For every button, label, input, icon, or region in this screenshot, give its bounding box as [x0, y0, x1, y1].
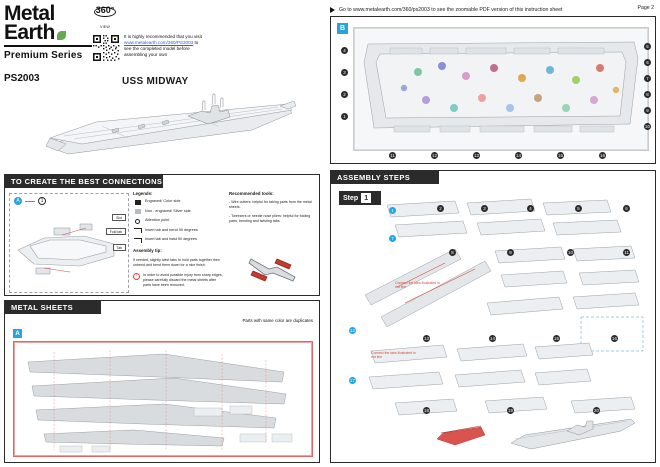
metal-sheet-b-diagram: [353, 27, 649, 151]
assembly-aid-heading: Assembly tip:: [133, 248, 162, 254]
twist-90-icon: [133, 237, 142, 243]
qr-code-icon: [92, 34, 120, 62]
sheet-b-ref: 12: [432, 153, 437, 158]
assembly-aid-text: If needed, slightly twist tabs to hold parts together then unbend and bend them down for a nice finish.: [133, 257, 220, 267]
step-ref-badge: 9: [507, 249, 514, 256]
legend-item-label: Insert tab and twist 90 degrees: [145, 237, 197, 242]
sheet-b-ref: 10: [645, 124, 650, 129]
silver-square-icon: [133, 209, 142, 215]
step-ref-badge: 2: [437, 205, 444, 212]
sheet-b-ref: 16: [600, 153, 605, 158]
step-ref-badge: 18: [424, 408, 429, 413]
zoomable-pdf-note: [330, 4, 656, 16]
panel-metal-sheets: [4, 300, 320, 463]
panel-assembly-steps: [330, 170, 656, 463]
sheet-tag-b: B: [337, 23, 348, 34]
step-ref-badge: 17: [350, 378, 355, 383]
sheet-b-ref: 15: [558, 153, 563, 158]
legend-item-label: Non - engraved/ Silver side: [145, 208, 191, 213]
panel-connections: [4, 174, 320, 296]
badge-360-sub: VIEW: [100, 25, 110, 29]
tool-text: - Wire cutters: helpful for taking parts from the metal sheets.: [229, 200, 312, 210]
step-ref-badge: 7: [389, 235, 396, 242]
step-ref-badge: 13: [424, 336, 429, 341]
label-tab: Tab: [113, 244, 126, 251]
step-ref-badge: 3: [481, 205, 488, 212]
callout-connect-tabs-2: Connect the tabs illustrated in red line: [371, 351, 416, 360]
brand-name-line1: Metal: [4, 2, 55, 25]
sheet-b-ref: 11: [390, 153, 395, 158]
step-ref-badge: 12: [350, 328, 355, 333]
left-column: [4, 4, 320, 463]
qr-blurb: [124, 34, 202, 58]
leaf-icon: [57, 31, 66, 40]
badge-360-text: 360°: [95, 5, 115, 15]
caution-text: In order to avoid possible injury from sharp edges, please carefully discard the metal sheets after parts have been removed.: [143, 272, 223, 287]
step-ref-badge: 4: [527, 205, 534, 212]
right-column: [330, 4, 656, 463]
step-ref-badge: 6: [623, 205, 630, 212]
part-tag-1: 1: [38, 197, 46, 205]
model-title: USS MIDWAY: [122, 76, 189, 87]
legend-heading: Legends:: [133, 191, 153, 196]
panel-connections-title: TO CREATE THE BEST CONNECTIONS: [5, 175, 163, 188]
step-ref-badge: 5: [575, 205, 582, 212]
step-ref-badge: 16: [612, 336, 617, 341]
panel-metal-sheet-b: [330, 16, 656, 164]
pliers-icon: [247, 253, 301, 287]
sheet-b-ref: 7: [644, 75, 651, 82]
callout-connect-tabs-1: Connect the tabs illustrated in red line: [395, 281, 440, 290]
sheet-b-ref: 14: [516, 153, 521, 158]
zoomable-pdf-note-text: Go to www.metalearth.com/360/ps2003 to see the zoomable PDF version of this instruction sheet: [339, 7, 563, 13]
connection-diagram: [9, 193, 129, 293]
legend-item-label: Engraved/ Color side: [145, 199, 181, 204]
tools-block: [229, 191, 317, 224]
qr-blurb-pre: It is highly recommended that you visit: [124, 34, 202, 39]
step-number: 1: [361, 193, 371, 203]
legend-item: [133, 209, 225, 215]
badge-360: [88, 6, 122, 36]
legend-item: [133, 199, 225, 205]
assembly-steps-diagram: [335, 191, 653, 459]
legend-item: [133, 237, 225, 243]
step-ref-badge: 19: [508, 408, 513, 413]
step-ref-badge: 15: [554, 336, 559, 341]
sheet-b-ref: 9: [644, 107, 651, 114]
label-fold-tab: Fold tab: [106, 228, 126, 235]
qr-blurb-post: to see the completed model before assembling your own: [124, 40, 199, 57]
badge-360-ring-icon: [94, 7, 116, 17]
step-ref-badge: 8: [449, 249, 456, 256]
step-ref-badge: 20: [594, 408, 599, 413]
series-label: Premium Series: [4, 50, 83, 61]
legend-item: [133, 218, 225, 224]
sheet-b-ref: 5: [644, 43, 651, 50]
model-number: PS2003: [4, 73, 40, 84]
sheet-b-ref: 4: [341, 47, 348, 54]
brand-name-line2: Earth: [4, 23, 114, 42]
step-ref-badge: 11: [624, 250, 629, 255]
sheet-b-ref: 8: [644, 91, 651, 98]
sheet-b-ref: 13: [474, 153, 479, 158]
model-hero-illustration: [42, 82, 300, 160]
step-ref-badge: 1: [389, 207, 396, 214]
qr-url-link[interactable]: www.metalearth.com/360/PS2003: [124, 40, 194, 45]
metal-sheets-note: Parts with same color are duplicates: [242, 318, 313, 323]
panel-metal-sheets-title: METAL SHEETS: [5, 301, 101, 314]
step-ref-badge: 10: [568, 250, 573, 255]
sheet-tag-a: A: [14, 197, 22, 205]
tool-text: - Tweezers or needle nose pliers: helpful for folding parts, bending and twisting tabs.: [229, 214, 311, 224]
sheet-b-ref: 2: [341, 91, 348, 98]
tools-heading: Recommended tools:: [229, 191, 274, 196]
step-label: Step: [343, 194, 359, 202]
legend-block: [133, 191, 225, 288]
sheet-b-ref: 6: [644, 59, 651, 66]
label-slot: Slot: [112, 214, 126, 221]
legend-item-label: Insert tab and bend 90 degrees: [145, 227, 198, 232]
bend-90-icon: [133, 228, 142, 234]
warning-icon: !: [133, 273, 140, 280]
step-ref-badge: 14: [490, 336, 495, 341]
sheet-b-ref: 3: [341, 69, 348, 76]
engraved-square-icon: [133, 199, 142, 205]
arrow-right-icon: [330, 7, 335, 13]
legend-item-label: Attention point: [145, 218, 170, 223]
sheet-b-ref: 1: [341, 113, 348, 120]
attention-dot-icon: [133, 218, 142, 224]
page-number: Page 2: [637, 5, 654, 11]
legend-item: [133, 228, 225, 234]
metal-sheet-a-diagram: [13, 341, 313, 457]
sheet-tag-a: A: [13, 329, 22, 338]
panel-assembly-steps-title: ASSEMBLY STEPS: [331, 171, 439, 184]
